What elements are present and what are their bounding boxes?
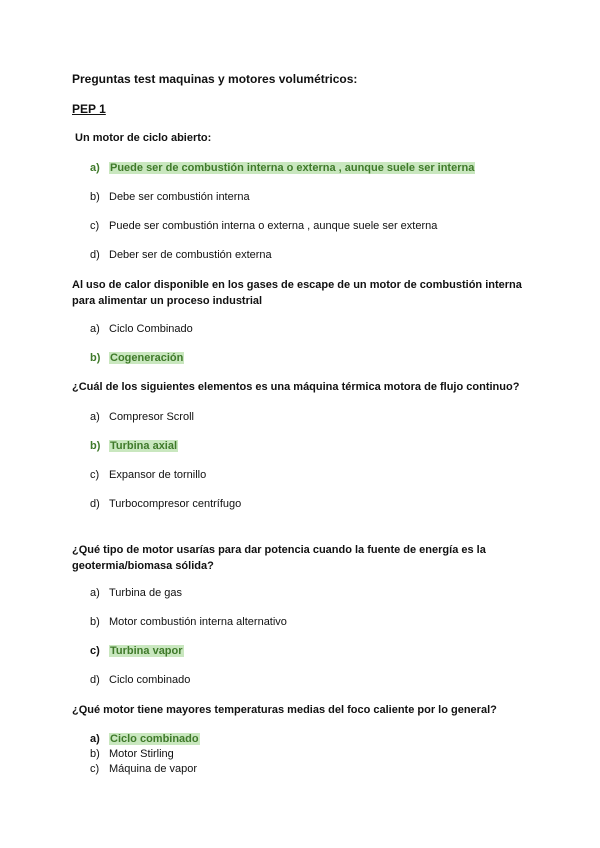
q1-option-c	[90, 219, 437, 234]
correct-answer-highlight: Turbina axial	[110, 440, 178, 452]
q5-option-a	[90, 732, 200, 747]
option-letter: d)	[90, 498, 100, 510]
q5-option-c	[90, 762, 197, 777]
q4-option-c	[90, 644, 184, 659]
option-text: Puede ser combustión interna o externa , aunque suele ser externa	[109, 220, 438, 232]
question-4: ¿Qué tipo de motor usarías para dar potencia cuando la fuente de energía es la geotermia/biomasa sólida?	[72, 544, 486, 572]
option-text: Debe ser combustión interna	[109, 191, 250, 203]
q3-option-d	[90, 497, 241, 512]
option-letter: b)	[90, 440, 101, 452]
q4-option-b	[90, 615, 287, 630]
q4-option-d	[90, 673, 190, 688]
option-letter: c)	[90, 220, 100, 232]
option-letter: c)	[90, 645, 100, 657]
option-letter: b)	[90, 616, 100, 628]
option-letter: b)	[90, 191, 100, 203]
q3-option-a	[90, 410, 194, 425]
option-text: Compresor Scroll	[109, 411, 194, 423]
question-2: Al uso de calor disponible en los gases de escape de un motor de combustión interna para alimentar un proceso industrial	[72, 279, 522, 307]
option-letter: d)	[90, 249, 100, 261]
correct-answer-highlight: Turbina vapor	[110, 645, 183, 657]
option-text: Motor combustión interna alternativo	[109, 616, 287, 628]
option-letter: c)	[90, 469, 100, 481]
option-letter: a)	[90, 411, 100, 423]
option-text: Turbina de gas	[109, 587, 182, 599]
q2-option-b	[90, 351, 184, 366]
option-text: Ciclo combinado	[109, 674, 191, 686]
option-letter: d)	[90, 674, 100, 686]
question-3: ¿Cuál de los siguientes elementos es una máquina térmica motora de flujo continuo?	[72, 381, 520, 393]
option-letter: c)	[90, 763, 100, 775]
q3-option-b	[90, 439, 178, 454]
option-letter: a)	[90, 587, 100, 599]
option-letter: b)	[90, 748, 100, 760]
option-letter: a)	[90, 162, 100, 174]
document-title: Preguntas test maquinas y motores volumétricos:	[72, 72, 358, 86]
correct-answer-highlight: Puede ser de combustión interna o externa , aunque suele ser interna	[110, 162, 475, 174]
option-text: Motor Stirling	[109, 748, 174, 760]
option-text: Expansor de tornillo	[109, 469, 207, 481]
section-heading: PEP 1	[72, 102, 106, 116]
correct-answer-highlight: Cogeneración	[110, 352, 184, 364]
option-letter: a)	[90, 733, 100, 745]
q3-option-c	[90, 468, 206, 483]
question-5: ¿Qué motor tiene mayores temperaturas medias del foco caliente por lo general?	[72, 704, 497, 716]
q2-option-a	[90, 322, 193, 337]
option-letter: a)	[90, 323, 100, 335]
question-1: Un motor de ciclo abierto:	[75, 132, 212, 144]
option-text: Deber ser de combustión externa	[109, 249, 272, 261]
q1-option-a	[90, 161, 475, 176]
option-text: Turbocompresor centrífugo	[109, 498, 242, 510]
option-text: Máquina de vapor	[109, 763, 198, 775]
option-letter: b)	[90, 352, 101, 364]
q1-option-d	[90, 248, 272, 263]
correct-answer-highlight: Ciclo combinado	[110, 733, 199, 745]
q4-option-a	[90, 586, 182, 601]
option-text: Ciclo Combinado	[109, 323, 193, 335]
q1-option-b	[90, 190, 250, 205]
q5-option-b	[90, 747, 174, 762]
